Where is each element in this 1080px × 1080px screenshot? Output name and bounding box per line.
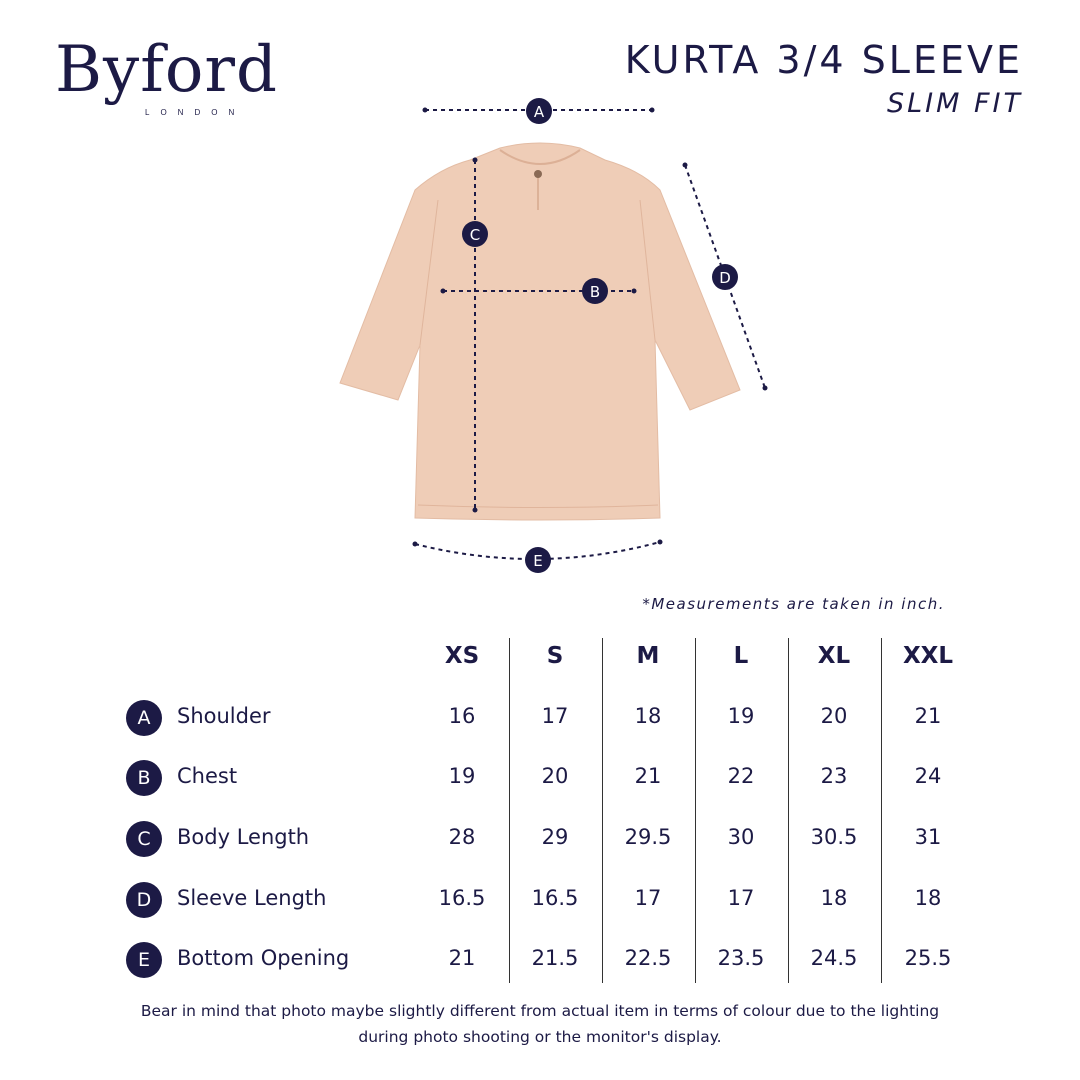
measure-e-guide bbox=[413, 540, 663, 574]
table-cell: 22 bbox=[727, 764, 755, 788]
row-marker-c: C bbox=[126, 821, 162, 857]
marker-d-text: D bbox=[719, 269, 731, 287]
column-divider bbox=[881, 638, 882, 983]
measure-a-guide bbox=[423, 98, 655, 124]
table-cell: 21.5 bbox=[531, 946, 579, 970]
table-cell: 17 bbox=[634, 886, 662, 910]
row-label-bottom-opening: Bottom Opening bbox=[177, 946, 350, 970]
row-label-sleeve-length: Sleeve Length bbox=[177, 886, 327, 910]
marker-b-text: B bbox=[589, 283, 601, 301]
table-cell: 18 bbox=[820, 886, 848, 910]
table-cell: 31 bbox=[914, 825, 942, 849]
brand-name: Byford bbox=[55, 33, 278, 107]
marker-e-text: E bbox=[533, 552, 543, 570]
kurta-illustration bbox=[340, 143, 740, 520]
table-cell: 19 bbox=[448, 764, 476, 788]
col-head-m: M bbox=[636, 643, 660, 669]
measurement-note: *Measurements are taken in inch. bbox=[642, 595, 945, 613]
column-divider bbox=[509, 638, 510, 983]
table-cell: 22.5 bbox=[624, 946, 672, 970]
table-cell: 21 bbox=[914, 704, 942, 728]
table-cell: 17 bbox=[727, 886, 755, 910]
row-marker-e: E bbox=[126, 942, 162, 978]
table-cell: 23.5 bbox=[717, 946, 765, 970]
col-head-s: S bbox=[546, 643, 564, 669]
kurta-button-icon bbox=[534, 170, 542, 178]
table-cell: 21 bbox=[448, 946, 476, 970]
garment-figure bbox=[0, 95, 1080, 595]
marker-c-text: C bbox=[469, 226, 481, 244]
table-cell: 28 bbox=[448, 825, 476, 849]
table-cell: 16 bbox=[448, 704, 476, 728]
disclaimer-line-1: Bear in mind that photo maybe slightly different from actual item in terms of colour due to the lighting bbox=[140, 1002, 940, 1020]
table-cell: 29 bbox=[541, 825, 569, 849]
product-fit: SLIM FIT bbox=[886, 88, 1023, 119]
col-head-xxl: XXL bbox=[902, 643, 954, 669]
table-cell: 18 bbox=[914, 886, 942, 910]
col-head-l: L bbox=[733, 643, 749, 669]
table-cell: 25.5 bbox=[904, 946, 952, 970]
table-cell: 24.5 bbox=[810, 946, 858, 970]
column-divider bbox=[695, 638, 696, 983]
brand-subname: LONDON bbox=[145, 108, 246, 117]
col-head-xs: XS bbox=[444, 643, 480, 669]
marker-a-text: A bbox=[533, 103, 545, 121]
row-marker-a: A bbox=[126, 700, 162, 736]
table-cell: 16.5 bbox=[438, 886, 486, 910]
table-cell: 21 bbox=[634, 764, 662, 788]
garment-diagram bbox=[0, 95, 1080, 595]
table-cell: 24 bbox=[914, 764, 942, 788]
disclaimer bbox=[110, 998, 970, 1050]
product-title: KURTA 3/4 SLEEVE bbox=[624, 38, 1023, 82]
table-cell: 30 bbox=[727, 825, 755, 849]
table-cell: 23 bbox=[820, 764, 848, 788]
row-marker-d: D bbox=[126, 882, 162, 918]
row-label-shoulder: Shoulder bbox=[177, 704, 271, 728]
table-cell: 16.5 bbox=[531, 886, 579, 910]
table-cell: 19 bbox=[727, 704, 755, 728]
column-divider bbox=[602, 638, 603, 983]
table-cell: 30.5 bbox=[810, 825, 858, 849]
col-head-xl: XL bbox=[817, 643, 851, 669]
disclaimer-line-2: during photo shooting or the monitor's display. bbox=[358, 1028, 722, 1046]
table-cell: 29.5 bbox=[624, 825, 672, 849]
kurta-shape bbox=[340, 143, 740, 520]
row-label-chest: Chest bbox=[177, 764, 238, 788]
row-marker-b: B bbox=[126, 760, 162, 796]
table-cell: 20 bbox=[820, 704, 848, 728]
column-divider bbox=[788, 638, 789, 983]
table-cell: 17 bbox=[541, 704, 569, 728]
row-label-body-length: Body Length bbox=[177, 825, 310, 849]
table-cell: 18 bbox=[634, 704, 662, 728]
table-cell: 20 bbox=[541, 764, 569, 788]
